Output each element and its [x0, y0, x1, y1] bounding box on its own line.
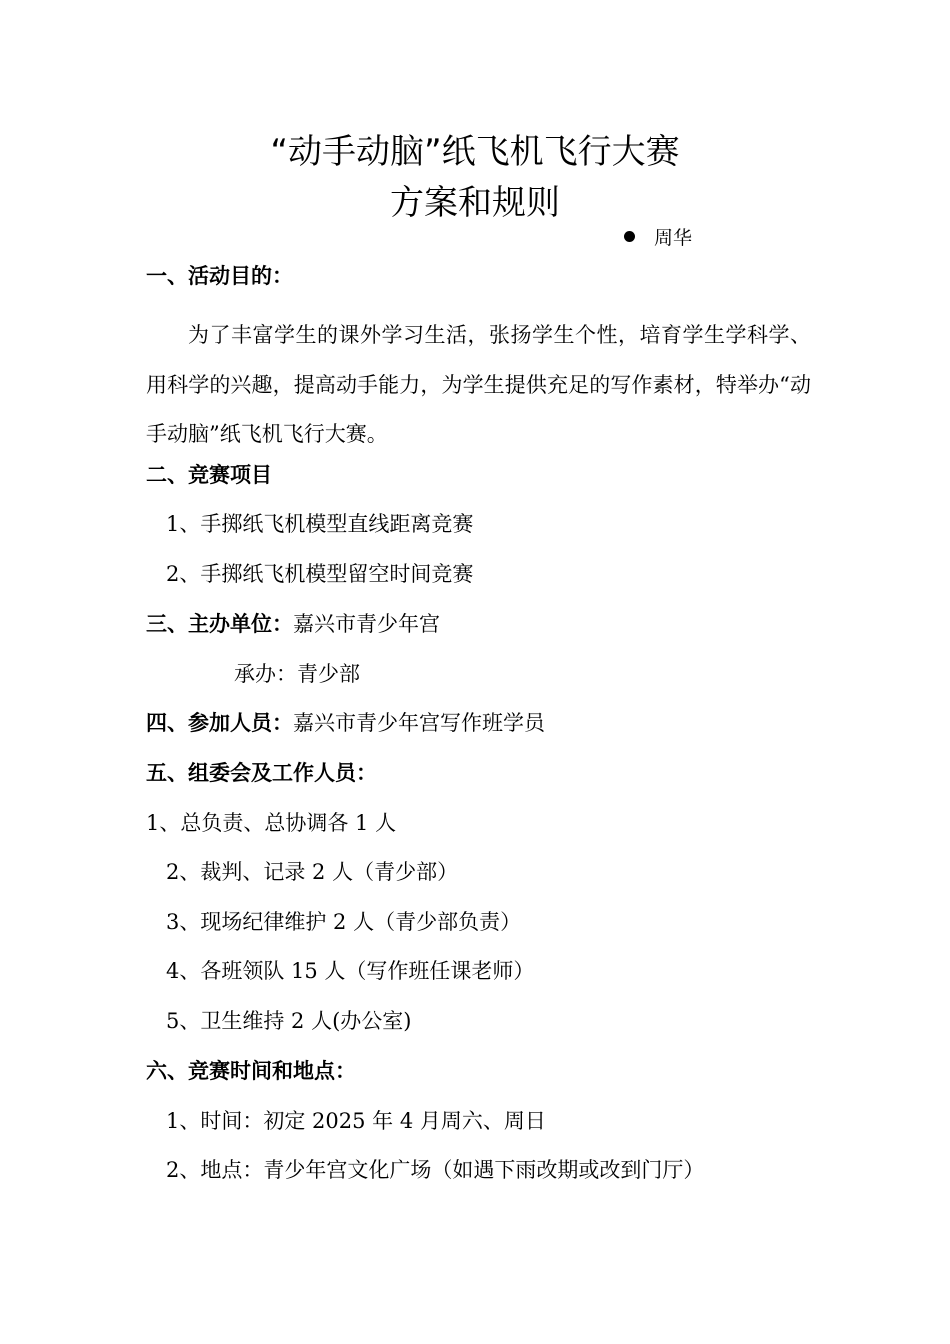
- list-item-staff-3: 3、现场纪律维护 2 人（青少部负责）: [166, 910, 522, 934]
- list-item-time: 1、时间：初定 2025 年 4 月周六、周日: [166, 1109, 546, 1133]
- organizer-value: 嘉兴市青少年宫: [293, 612, 440, 636]
- document-title-line-1: “动手动脑”纸飞机飞行大赛: [270, 132, 680, 172]
- section-heading-time-place: 六、竞赛时间和地点：: [146, 1059, 356, 1083]
- participants-value: 嘉兴市青少年宫写作班学员: [293, 711, 545, 735]
- section-heading-participants: [146, 709, 545, 737]
- organizer-label: 三、主办单位：: [146, 612, 293, 636]
- purpose-paragraph: 为了丰富学生的课外学习生活，张扬学生个性，培育学生学科学、用科学的兴趣，提高动手能力，为学生提供充足的写作素材，特举办“动手动脑”纸飞机飞行大赛。: [146, 323, 811, 446]
- list-item-event-2: 2、手掷纸飞机模型留空时间竞赛: [166, 562, 474, 586]
- bullet-icon: [624, 231, 635, 242]
- list-item-staff-2: 2、裁判、记录 2 人（青少部）: [166, 860, 459, 884]
- list-item-staff-5: 5、卫生维持 2 人(办公室): [166, 1009, 412, 1033]
- author-byline: [624, 226, 692, 250]
- list-item-place: 2、地点：青少年宫文化广场（如遇下雨改期或改到门厅）: [166, 1158, 705, 1182]
- section-heading-organizer: [146, 610, 440, 638]
- author-name: 周华: [654, 227, 693, 249]
- section-heading-committee: 五、组委会及工作人员：: [146, 761, 377, 785]
- section-heading-events: 二、竞赛项目: [146, 463, 272, 487]
- list-item-staff-1: 1、总负责、总协调各 1 人: [146, 811, 397, 835]
- participants-label: 四、参加人员：: [146, 711, 293, 735]
- section-heading-purpose: 一、活动目的：: [146, 264, 293, 288]
- document-title-line-2: 方案和规则: [390, 183, 560, 223]
- co-organizer-line: 承办：青少部: [234, 662, 360, 686]
- list-item-staff-4: 4、各班领队 15 人（写作班任课老师）: [166, 959, 535, 983]
- list-item-event-1: 1、手掷纸飞机模型直线距离竞赛: [166, 512, 474, 536]
